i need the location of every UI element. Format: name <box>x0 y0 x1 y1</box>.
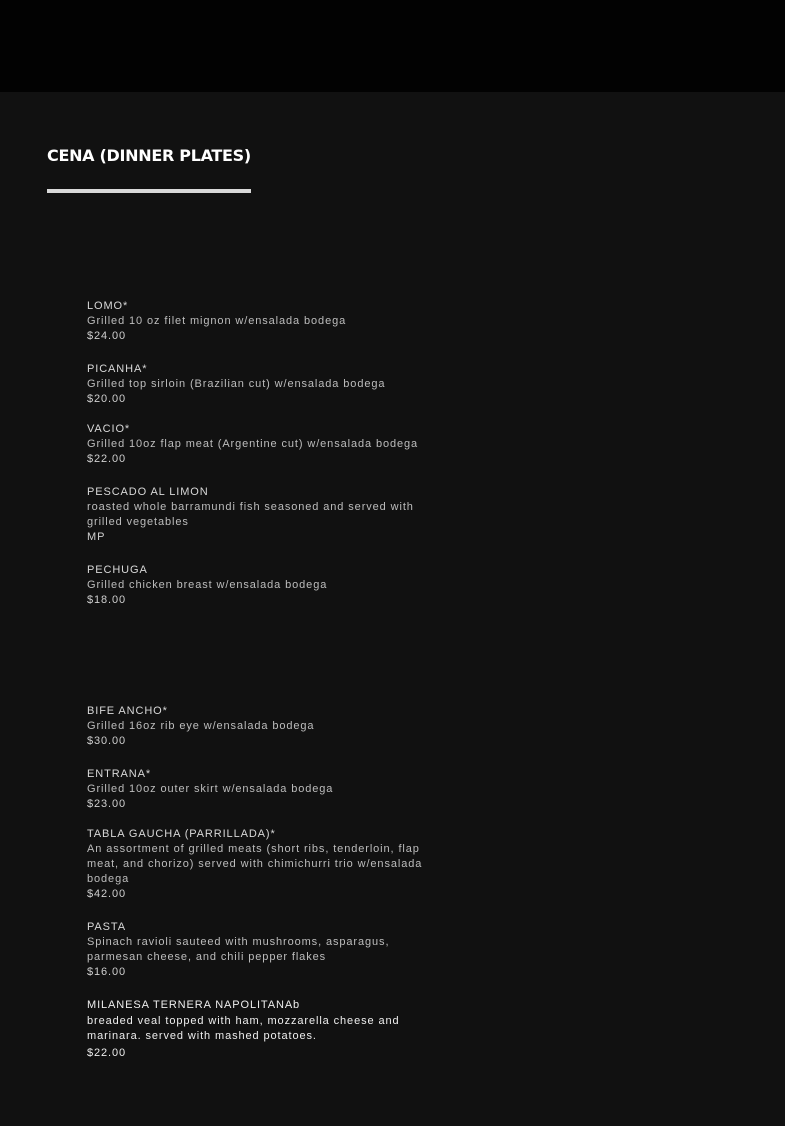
menu-group-2 <box>87 704 432 1061</box>
item-price: $42.00 <box>87 888 127 900</box>
item-description: Grilled 10oz outer skirt w/ensalada bodega <box>87 783 334 795</box>
item-name: VACIO* <box>87 423 131 435</box>
item-description: Grilled top sirloin (Brazilian cut) w/ensalada bodega <box>87 378 386 390</box>
item-price: $22.00 <box>87 453 127 465</box>
item-description: An assortment of grilled meats (short ribs, tenderloin, flap meat, and chorizo) served with chimichurri trio w/ensalada bodega <box>87 843 423 885</box>
item-description: roasted whole barramundi fish seasoned and served with grilled vegetables <box>87 501 414 528</box>
menu-item <box>87 485 432 545</box>
menu-item <box>87 563 432 608</box>
menu-item <box>87 827 432 902</box>
menu-item <box>87 422 432 467</box>
item-description: Grilled 10 oz filet mignon w/ensalada bodega <box>87 315 347 327</box>
item-name: TABLA GAUCHA (PARRILLADA)* <box>87 828 276 840</box>
item-name: PICANHA* <box>87 363 148 375</box>
item-name: PASTA <box>87 921 126 933</box>
item-name: PESCADO AL LIMON <box>87 486 209 498</box>
menu-item <box>87 704 432 749</box>
item-description: Spinach ravioli sauteed with mushrooms, asparagus, parmesan cheese, and chili pepper flakes <box>87 936 390 963</box>
item-description: Grilled chicken breast w/ensalada bodega <box>87 579 328 591</box>
item-name: MILANESA TERNERA NAPOLITANAb <box>87 999 301 1011</box>
item-name: BIFE ANCHO* <box>87 705 168 717</box>
item-description: breaded veal topped with ham, mozzarella cheese and marinara. served with mashed potatoes. <box>87 1015 400 1042</box>
item-price: $16.00 <box>87 966 127 978</box>
section-title: CENA (DINNER PLATES) <box>47 146 251 165</box>
top-band <box>0 0 785 92</box>
item-price: $24.00 <box>87 330 127 342</box>
menu-item <box>87 920 432 980</box>
item-price: $20.00 <box>87 393 127 405</box>
item-name: LOMO* <box>87 300 129 312</box>
item-price: $22.00 <box>87 1047 127 1059</box>
menu-item <box>87 299 432 344</box>
item-description: Grilled 16oz rib eye w/ensalada bodega <box>87 720 315 732</box>
menu-group-1 <box>87 299 432 608</box>
item-price: $18.00 <box>87 594 127 606</box>
menu-item <box>87 998 432 1061</box>
menu-item <box>87 767 432 812</box>
item-name: PECHUGA <box>87 564 148 576</box>
item-price: $30.00 <box>87 735 127 747</box>
item-description: Grilled 10oz flap meat (Argentine cut) w/ensalada bodega <box>87 438 419 450</box>
item-price: $23.00 <box>87 798 127 810</box>
item-price: MP <box>87 531 106 543</box>
title-underline <box>47 189 251 193</box>
menu-item <box>87 362 432 407</box>
item-name: ENTRANA* <box>87 768 152 780</box>
